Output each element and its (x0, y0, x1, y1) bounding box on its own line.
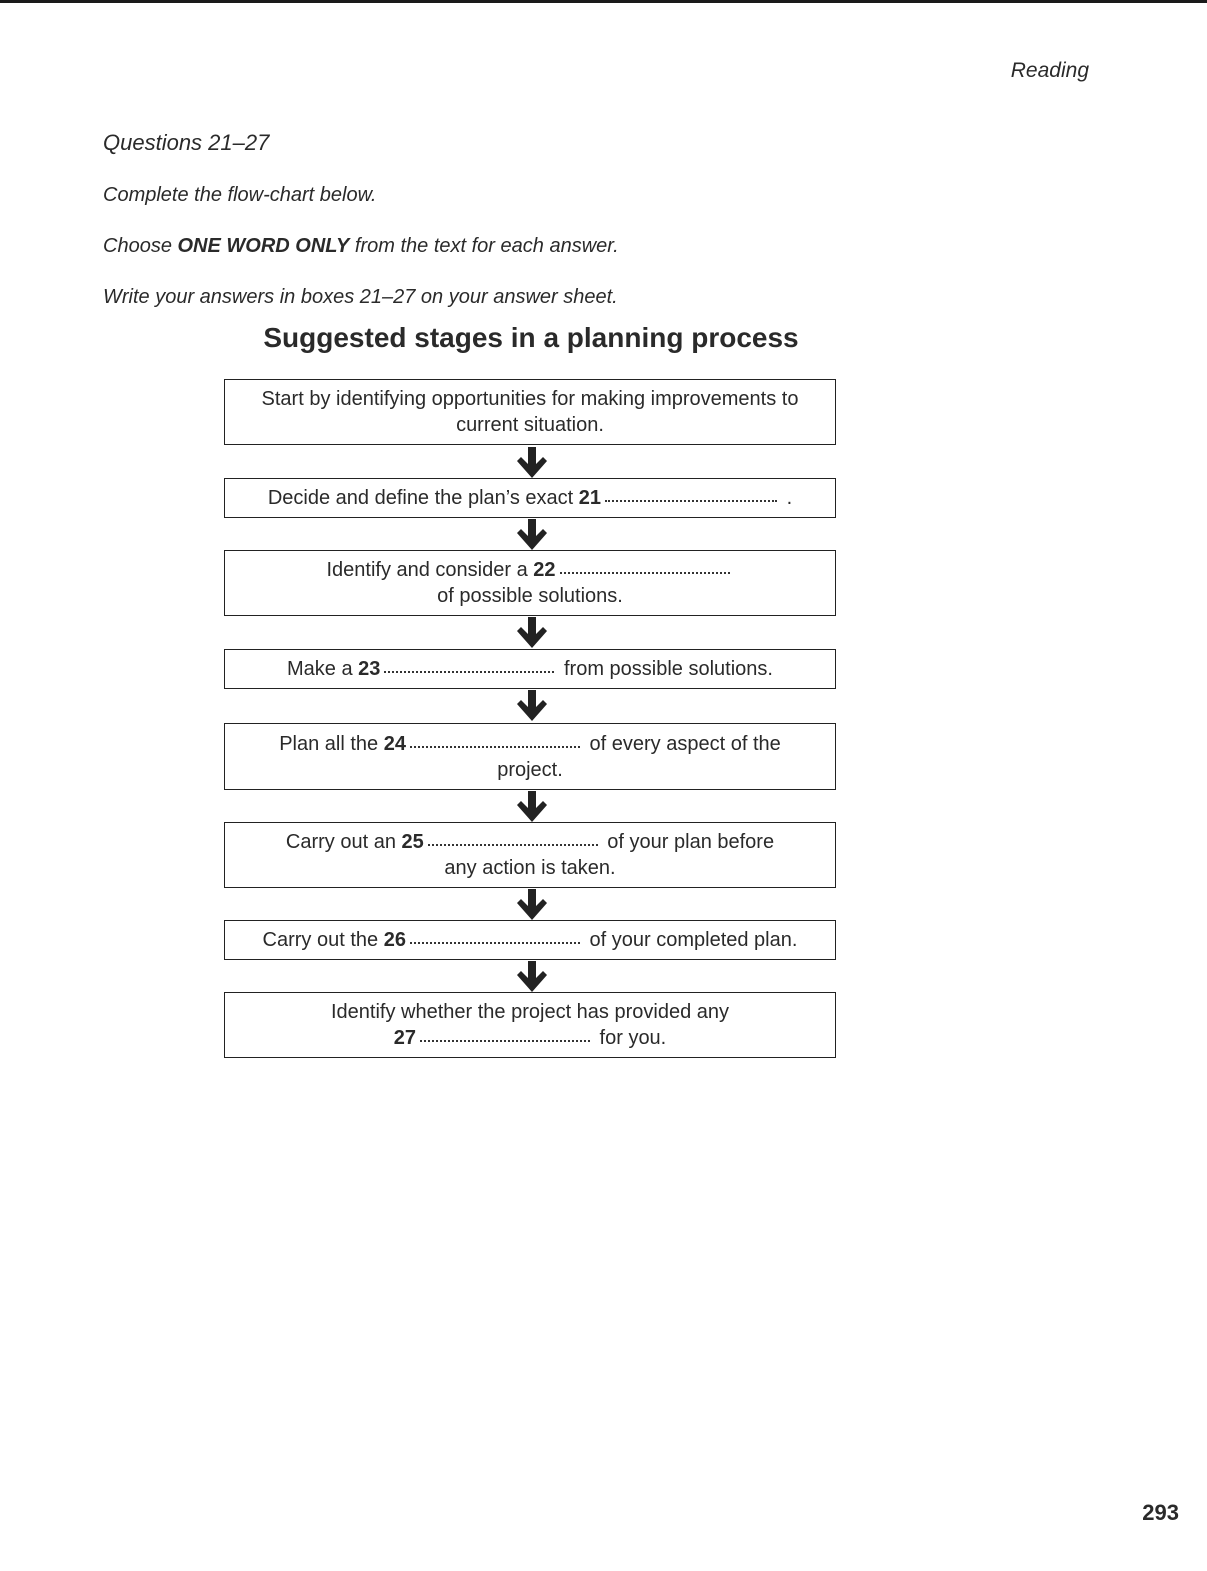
down-arrow-icon (517, 791, 547, 823)
questions-heading: Questions 21–27 (103, 130, 270, 155)
step-8-text-post: for you. (593, 1027, 667, 1049)
answer-blank-22[interactable] (560, 572, 730, 574)
down-arrow-icon (517, 617, 547, 649)
step-2-text-post: . (781, 487, 793, 509)
answer-blank-25[interactable] (428, 844, 598, 846)
flowchart-step-2 (224, 478, 836, 518)
answer-number-24: 24 (383, 732, 406, 755)
step-7-text-pre: Carry out the (262, 929, 384, 951)
step-5-text-line2: project. (497, 758, 563, 781)
instruction-choose-post: from the text for each answer. (349, 235, 619, 257)
step-6-text-line2: any action is taken. (444, 857, 616, 879)
answer-number-22: 22 (533, 559, 556, 581)
answer-blank-27[interactable] (420, 1040, 590, 1042)
flowchart-step-5 (224, 723, 836, 790)
answer-number-21: 21 (578, 487, 602, 509)
step-4-text-pre: Make a (287, 658, 359, 680)
answer-number-25: 25 (401, 831, 424, 853)
step-5-text-post: of every aspect of the (583, 732, 781, 755)
step-1-text: Start by identifying opportunities for making improvements to current situation. (261, 388, 799, 436)
flowchart-title: Suggested stages in a planning process (263, 322, 799, 353)
instruction-choose-pre: Choose (103, 235, 178, 257)
instruction-choose (103, 235, 619, 258)
flowchart-step-3 (224, 550, 836, 616)
running-head: Reading (1010, 59, 1089, 82)
answer-blank-23[interactable] (384, 671, 554, 673)
answer-number-26: 26 (383, 929, 406, 951)
step-6-text-pre: Carry out an (285, 831, 402, 853)
instruction-complete: Complete the flow-chart below. (103, 184, 377, 206)
step-6-text-post: of your plan before (601, 831, 775, 853)
down-arrow-icon (517, 447, 547, 479)
answer-blank-26[interactable] (410, 942, 580, 944)
down-arrow-icon (517, 889, 547, 921)
flowchart-step-6 (224, 822, 836, 888)
answer-blank-21[interactable] (605, 500, 777, 502)
step-3-text-pre: Identify and consider a (326, 559, 534, 581)
step-2-text-pre: Decide and define the plan’s exact (267, 487, 579, 509)
flowchart-step-8 (224, 992, 836, 1058)
step-7-text-post: of your completed plan. (583, 929, 798, 951)
flowchart-step-4 (224, 649, 836, 689)
step-5-text-pre: Plan all the (279, 732, 384, 755)
step-3-text-post: of possible solutions. (437, 585, 623, 607)
answer-blank-24[interactable] (410, 746, 580, 748)
answer-number-23: 23 (358, 658, 381, 680)
down-arrow-icon (517, 690, 547, 722)
step-4-text-post: from possible solutions. (558, 658, 773, 680)
instruction-write: Write your answers in boxes 21–27 on your answer sheet. (103, 286, 618, 308)
flowchart-step-7 (224, 920, 836, 960)
down-arrow-icon (517, 519, 547, 551)
down-arrow-icon (517, 961, 547, 993)
flowchart-step-1 (224, 379, 836, 445)
answer-number-27: 27 (393, 1027, 416, 1049)
page-number: 293 (1142, 1500, 1179, 1525)
step-8-text-pre: Identify whether the project has provided any (330, 1001, 730, 1023)
top-rule (0, 0, 1207, 3)
instruction-choose-emphasis: ONE WORD ONLY (177, 235, 350, 257)
